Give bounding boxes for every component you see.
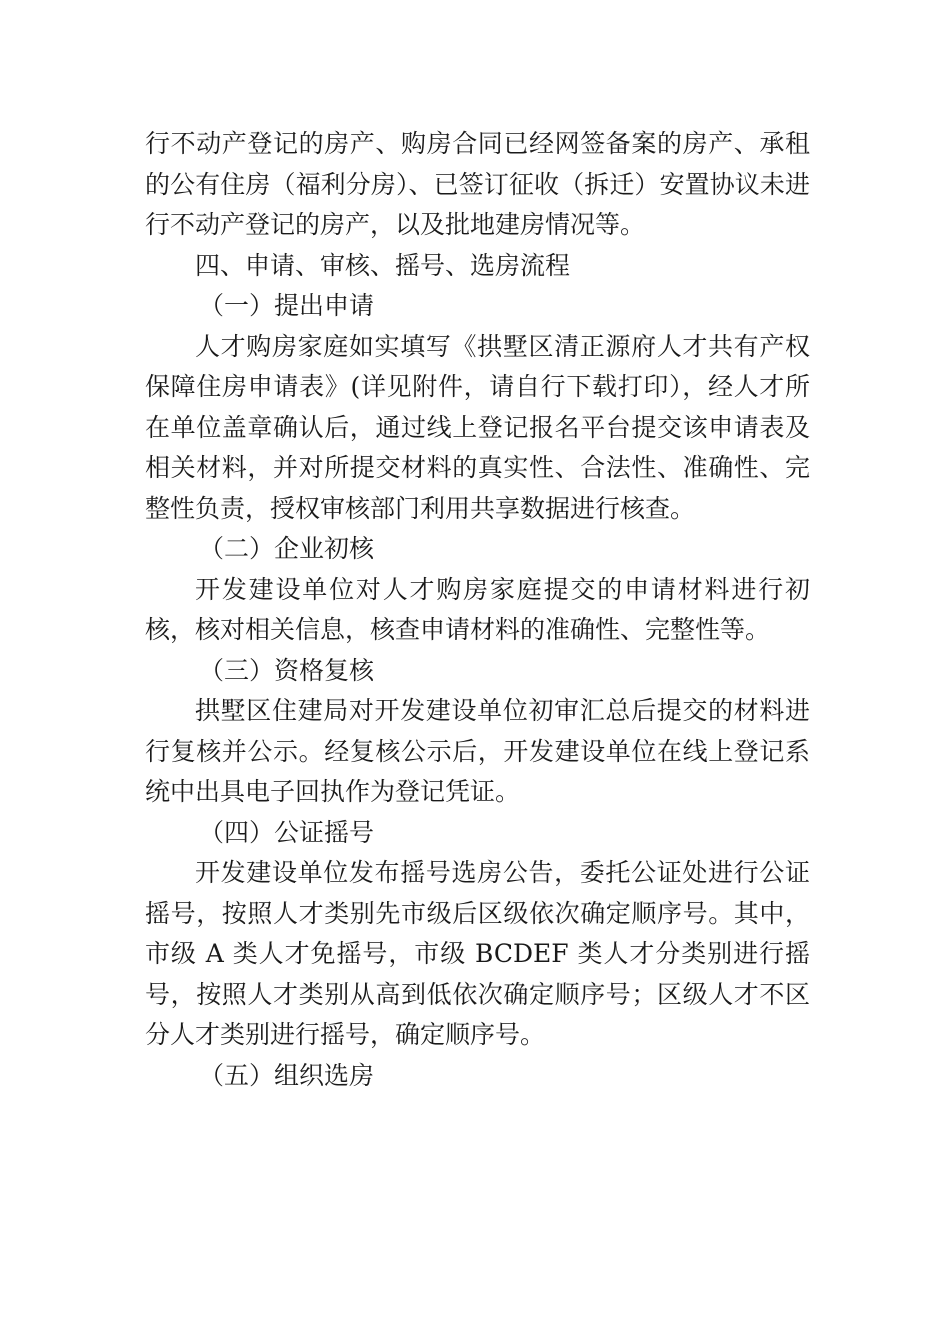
subsection-body-1: 人才购房家庭如实填写《拱墅区清正源府人才共有产权保障住房申请表》(详见附件，请自行下载打印），经人才所在单位盖章确认后，通过线上登记报名平台提交该申请表及相关材料，并对所提交材料的真实性、合法性、准确性、完整性负责，授权审核部门利用共享数据进行核查。 — [145, 331, 810, 523]
subsection-body-4: 开发建设单位发布摇号选房公告，委托公证处进行公证摇号，按照人才类别先市级后区级依次确定顺序号。其中， 市级 A 类人才免摇号，市级 BCDEF 类人才分类别进行摇号，按照人才类别从高到低依次确定顺序号；区级人才不区分人才类别进行摇号，确定顺序号。 — [145, 858, 810, 1049]
subsection-heading-3: （三）资格复核 — [199, 655, 375, 685]
subsection-body-2: 开发建设单位对人才购房家庭提交的申请材料进行初核，核对相关信息，核查申请材料的准确性、完整性等。 — [145, 574, 810, 644]
subsection-heading-4: （四）公证摇号 — [199, 817, 375, 847]
document-page — [145, 124, 810, 1096]
continuation-paragraph: 行不动产登记的房产、购房合同已经网签备案的房产、承租的公有住房（福利分房）、已签订征收（拆迁）安置协议未进行不动产登记的房产，以及批地建房情况等。 — [145, 129, 810, 239]
subsection-body-3: 拱墅区住建局对开发建设单位初审汇总后提交的材料进行复核并公示。经复核公示后，开发建设单位在线上登记系统中出具电子回执作为登记凭证。 — [145, 696, 810, 806]
subsection-heading-2: （二）企业初核 — [199, 534, 375, 563]
subsection-heading-1: （一）提出申请 — [199, 291, 375, 320]
section-heading: 四、申请、审核、摇号、选房流程 — [195, 250, 571, 280]
subsection-heading-5: （五）组织选房 — [199, 1060, 375, 1090]
